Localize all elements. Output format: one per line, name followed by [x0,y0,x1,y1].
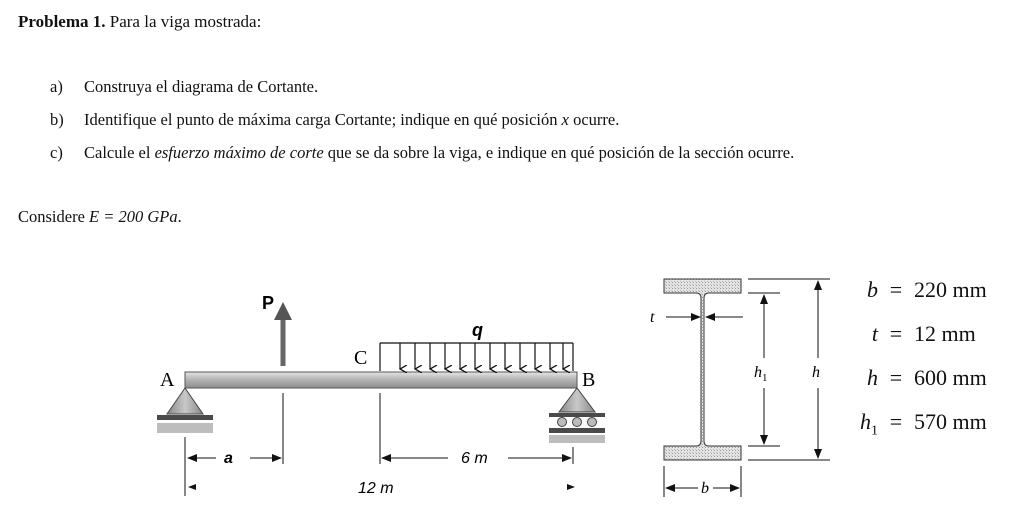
property-symbol: b [867,277,878,302]
property-t: t = 12 mm [852,321,976,347]
property-h: h = 600 mm [852,365,987,391]
label-b: B [582,369,596,391]
property-b: b = 220 mm [852,277,987,303]
beam [185,372,577,388]
point-load-p-icon [274,302,292,366]
support-a-icon [157,388,213,433]
property-value: 220 mm [914,277,987,302]
consider-period: . [177,207,182,226]
consider-formula: E = 200 GPa [89,207,178,226]
item-label: a) [50,77,63,96]
item-emphasis: esfuerzo máximo de corte [154,143,324,162]
h1-dimension [748,293,780,446]
property-symbol: $h_1$ [860,409,878,439]
label-h1: $h_1$ [754,364,768,384]
label-p: P [262,293,275,313]
label-a: A [160,369,175,391]
dim-12m-label: 12 m [358,480,394,497]
property-h1: $h_1 = 570$ mm [852,409,987,439]
item-label: c) [50,143,63,162]
item-text: Calcule el [84,143,151,162]
label-c: C [354,347,368,369]
item-text-end: ocurre. [573,110,620,129]
property-symbol: t [871,321,878,346]
item-text: Identifique el punto de máxima carga Cortante; indique en qué posición [84,110,558,129]
label-h: h [812,364,820,381]
dim-6m-label: 6 m [461,450,488,467]
item-text-end: que se da sobre la viga, e indique en qué posición de la sección ocurre. [327,143,795,162]
problem-intro: Para la viga mostrada: [109,12,262,31]
consider-text: Considere [18,207,85,226]
item-label: b) [50,110,64,129]
support-b-icon [549,388,605,443]
problem-heading: Problema 1. [18,12,106,31]
arrow-left-icon [188,484,196,490]
label-q: q [472,320,483,340]
property-value: 570 mm [914,409,987,434]
arrow-right-icon [567,484,575,490]
property-value: 12 mm [914,321,976,346]
property-value: 600 mm [914,365,987,390]
i-beam-section-icon [664,279,741,460]
item-text: Construya el diagrama de Cortante. [84,77,319,96]
dim-a-label: a [224,450,233,467]
distributed-load-q-icon [380,343,573,371]
label-t: t [650,309,655,326]
label-b-dim: b [701,480,709,497]
property-symbol: h [867,365,878,390]
item-variable: x [561,110,569,129]
